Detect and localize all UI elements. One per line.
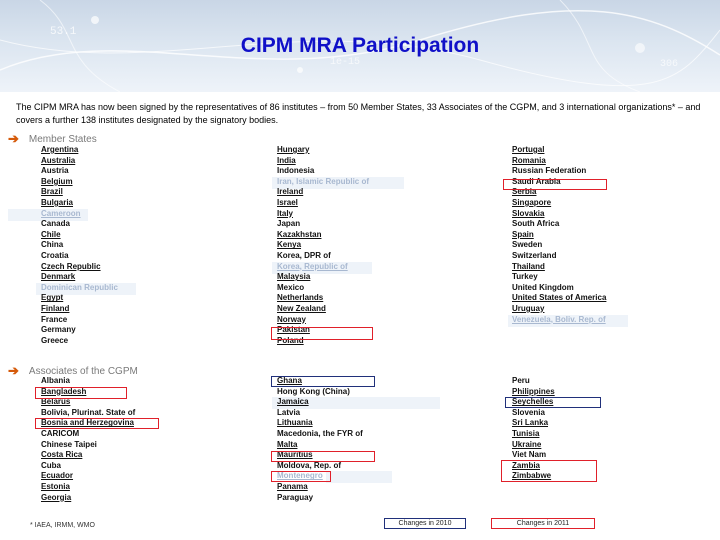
list-item[interactable]: Brazil [41, 187, 63, 197]
list-item: Chinese Taipei [41, 439, 97, 449]
member-states-column-2 [277, 145, 369, 346]
list-item: Russian Federation [512, 166, 587, 176]
list-item: Hong Kong (China) [277, 386, 350, 396]
list-item: China [41, 240, 64, 250]
change-2010-box [271, 376, 375, 387]
change-2010-box [505, 397, 601, 408]
list-item: United Kingdom [512, 282, 574, 292]
list-item[interactable]: Malta [277, 439, 298, 449]
list-item: Austria [41, 166, 69, 176]
list-item[interactable]: Norway [277, 314, 306, 324]
list-item: Cuba [41, 460, 61, 470]
list-item[interactable]: Ecuador [41, 471, 74, 481]
list-item: Macedonia, the FYR of [277, 428, 363, 438]
list-item[interactable]: Hungary [277, 145, 310, 154]
list-item: Moldova, Rep. of [277, 460, 341, 470]
list-item[interactable]: Czech Republic [41, 261, 101, 271]
list-item: Greece [41, 335, 69, 345]
list-item[interactable]: Ukraine [512, 439, 542, 449]
list-item: CARICOM [41, 428, 80, 438]
list-item: Switzerland [512, 250, 557, 260]
legend-changes-2010: Changes in 2010 [384, 518, 466, 529]
change-2011-box [35, 418, 159, 429]
list-item: South Africa [512, 219, 560, 229]
list-item[interactable]: Netherlands [277, 293, 324, 303]
list-item[interactable]: Philippines [512, 386, 555, 396]
arrow-right-icon: ➔ [8, 131, 19, 146]
list-item[interactable]: Seychelles [512, 397, 554, 407]
list-item[interactable]: Kenya [277, 240, 302, 250]
list-item[interactable]: Bulgaria [41, 197, 74, 207]
list-item: Albania [41, 376, 70, 385]
page-title: CIPM MRA Participation [240, 34, 480, 57]
member-states-heading-label: Member States [28, 133, 97, 145]
list-item[interactable]: Italy [277, 208, 294, 218]
list-item: Viet Nam [512, 450, 547, 460]
list-item: Japan [277, 219, 301, 229]
list-item[interactable]: Denmark [41, 272, 76, 282]
svg-text:306: 306 [660, 59, 679, 70]
list-item[interactable]: Israel [277, 197, 298, 207]
list-item[interactable]: Portugal [512, 145, 545, 154]
intro-paragraph: The CIPM MRA has now been signed by the representatives of 86 institutes – from 50 Member States, 33 Associates of the CGPM, and 3 international organizations* – and covers a further 138 institutes designated by the signatory bodies. [16, 102, 701, 125]
list-item[interactable]: Bosnia and Herzegovina [41, 418, 134, 428]
legend-changes-2011: Changes in 2011 [491, 518, 595, 529]
list-item[interactable]: Tunisia [512, 428, 540, 438]
svg-text:1e-15: 1e-15 [330, 57, 361, 68]
list-item: Korea, DPR of [277, 250, 331, 260]
change-2011-box [271, 471, 331, 482]
list-item[interactable]: Serbia [512, 187, 537, 197]
member-states-column-3 [512, 145, 606, 325]
list-item[interactable]: Egypt [41, 293, 64, 303]
list-item: Sweden [512, 240, 543, 250]
list-item[interactable]: Jamaica [277, 397, 309, 407]
list-item: Latvia [277, 407, 301, 417]
list-item: Bolivia, Plurinat. State of [41, 407, 136, 417]
list-item: Peru [512, 376, 530, 385]
list-item[interactable]: Cameroon [41, 208, 81, 218]
list-item[interactable]: Mauritius [277, 450, 313, 460]
change-2011-box [503, 176, 607, 190]
change-2011-box [35, 387, 127, 399]
list-item: Paraguay [277, 492, 314, 502]
list-item[interactable]: Bangladesh [41, 386, 87, 396]
list-item: Slovenia [512, 407, 545, 417]
list-item: France [41, 314, 68, 324]
arrow-right-icon: ➔ [8, 363, 19, 378]
list-item[interactable]: Singapore [512, 197, 552, 207]
list-item[interactable]: Zambia [512, 460, 541, 470]
list-item: Germany [41, 325, 76, 335]
list-item: Indonesia [277, 166, 315, 176]
svg-text:53.1: 53.1 [50, 26, 77, 38]
list-item[interactable]: Venezuela, Boliv. Rep. of [512, 314, 606, 324]
list-item[interactable]: Belgium [41, 176, 73, 186]
list-item[interactable]: Belarus [41, 397, 71, 407]
list-item[interactable]: Uruguay [512, 303, 545, 313]
list-item[interactable]: Australia [41, 155, 76, 165]
list-item[interactable]: United States of America [512, 293, 607, 303]
list-item[interactable]: Pakistan [277, 325, 310, 335]
list-item[interactable]: Argentina [41, 145, 79, 154]
list-item: Canada [41, 219, 70, 229]
list-item: Turkey [512, 272, 538, 282]
list-item[interactable]: Finland [41, 303, 70, 313]
change-2011-box [501, 460, 597, 482]
list-item[interactable]: Costa Rica [41, 450, 83, 460]
list-item: Iran, Islamic Republic of [277, 176, 370, 186]
list-item[interactable]: Panama [277, 481, 308, 491]
list-item[interactable]: Thailand [512, 261, 545, 271]
change-2011-box [271, 451, 375, 462]
member-states-column-1 [41, 145, 118, 346]
list-item[interactable]: Spain [512, 229, 534, 239]
list-item[interactable]: Slovakia [512, 208, 545, 218]
list-item[interactable]: Ireland [277, 187, 304, 197]
list-item[interactable]: Sri Lanka [512, 418, 549, 428]
list-item[interactable]: Ghana [277, 376, 302, 385]
footnote: * IAEA, IRMM, WMO [30, 522, 95, 529]
list-item[interactable]: Korea, Republic of [277, 261, 348, 271]
list-item[interactable]: Chile [41, 229, 61, 239]
associates-heading-label: Associates of the CGPM [28, 365, 138, 377]
list-item[interactable]: Kazakhstan [277, 229, 322, 239]
list-item[interactable]: Poland [277, 335, 304, 345]
list-item[interactable]: Georgia [41, 492, 72, 502]
list-item[interactable]: Zimbabwe [512, 471, 552, 481]
list-item[interactable]: India [277, 155, 296, 165]
associates-column-2 [277, 376, 363, 503]
list-item: Dominican Republic [41, 282, 118, 292]
list-item: Mexico [277, 282, 305, 292]
list-item[interactable]: Estonia [41, 481, 70, 491]
list-item[interactable]: Montenegro [277, 471, 323, 481]
list-item[interactable]: Lithuania [277, 418, 313, 428]
list-item[interactable]: Romania [512, 155, 546, 165]
list-item[interactable]: Malaysia [277, 272, 311, 282]
list-item[interactable]: New Zealand [277, 303, 326, 313]
change-2011-box [271, 327, 373, 340]
list-item: Croatia [41, 250, 69, 260]
list-item: Saudi Arabia [512, 176, 561, 186]
